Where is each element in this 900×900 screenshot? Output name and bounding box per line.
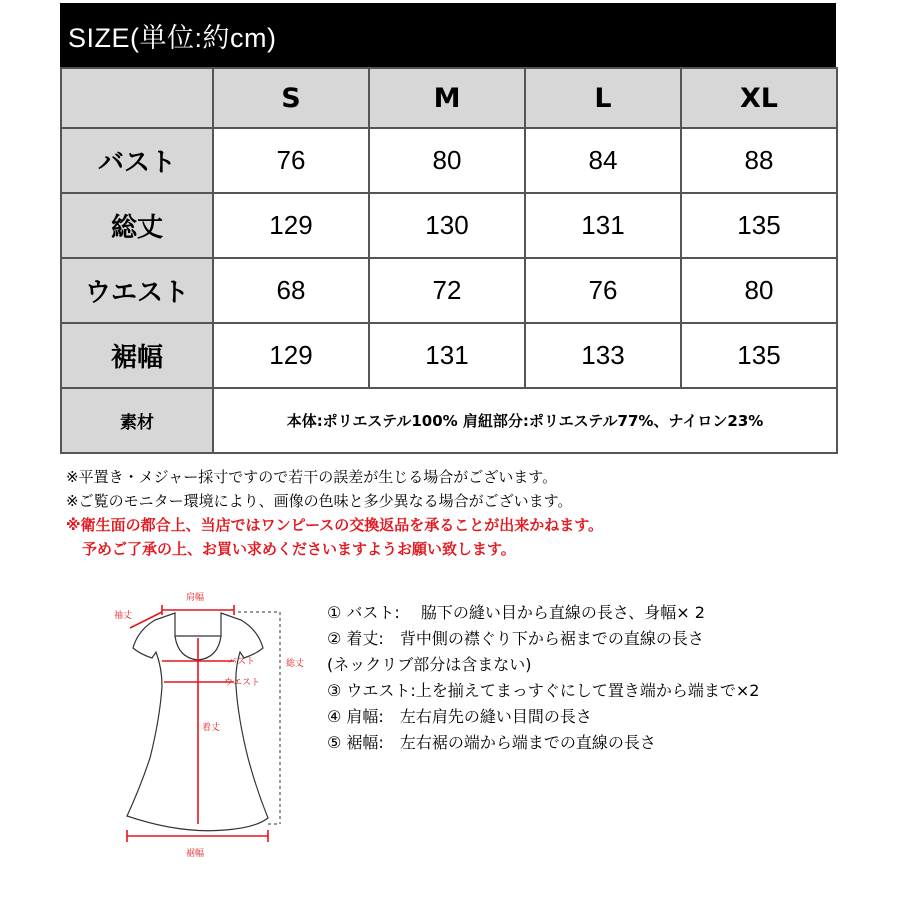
definition-length: ② 着丈: 背中側の襟ぐり下から裾までの直線の長さ xyxy=(327,629,704,648)
note-monitor: ※ご覧のモニター環境により、画像の色味と多少異なる場合がございます。 xyxy=(66,492,573,510)
note-measurement: ※平置き・メジャー採寸ですので若干の誤差が生じる場合がございます。 xyxy=(66,468,558,486)
definition-shoulder: ④ 肩幅: 左右肩先の縫い目間の長さ xyxy=(327,707,592,726)
definition-length-note: (ネックリブ部分は含まない) xyxy=(327,655,532,674)
note-acknowledge: 予めご了承の上、お買い求めくださいますようお願い致します。 xyxy=(82,540,516,558)
row-label-waist: ウエスト xyxy=(61,258,213,323)
measure-lines xyxy=(127,605,268,842)
table-cell: 76 xyxy=(525,258,681,323)
size-title: SIZE(単位:約cm) xyxy=(68,22,277,53)
table-cell: 130 xyxy=(369,193,525,258)
table-cell: 133 xyxy=(525,323,681,388)
table-cell: 135 xyxy=(681,323,837,388)
table-cell: 80 xyxy=(681,258,837,323)
diagram-label-shoulder: 肩幅 xyxy=(186,593,205,603)
table-cell: 129 xyxy=(213,193,369,258)
measurement-definitions xyxy=(327,600,887,756)
table-cell: 88 xyxy=(681,128,837,193)
table-cell: 131 xyxy=(525,193,681,258)
table-cell: 72 xyxy=(369,258,525,323)
table-row-material xyxy=(61,388,837,453)
table-row-waist xyxy=(61,258,837,323)
size-header xyxy=(60,3,836,67)
table-cell: 131 xyxy=(369,323,525,388)
table-cell: 80 xyxy=(369,128,525,193)
table-cell: 129 xyxy=(213,323,369,388)
size-header-s: S xyxy=(213,68,369,128)
table-header-row xyxy=(61,68,837,128)
table-row-bust xyxy=(61,128,837,193)
table-row-total-length xyxy=(61,193,837,258)
table-cell: 84 xyxy=(525,128,681,193)
material-value: 本体:ポリエステル100% 肩紐部分:ポリエステル77%、ナイロン23% xyxy=(213,388,837,453)
notes xyxy=(66,465,866,561)
diagram-label-waist: ウエスト xyxy=(224,678,261,688)
note-no-returns: ※衛生面の都合上、当店ではワンピースの交換返品を承ることが出来かねます。 xyxy=(66,516,604,534)
definition-bust: ① バスト: 脇下の縫い目から直線の長さ、身幅× 2 xyxy=(327,603,705,622)
definition-hem: ⑤ 裾幅: 左右裾の端から端までの直線の長さ xyxy=(327,733,656,752)
size-header-m: M xyxy=(369,68,525,128)
diagram-label-bust: バスト xyxy=(228,657,256,667)
diagram-label-hem: 裾幅 xyxy=(186,849,205,859)
size-table xyxy=(60,67,838,454)
row-label-total-length: 総丈 xyxy=(61,193,213,258)
row-label-material: 素材 xyxy=(61,388,213,453)
table-corner-cell xyxy=(61,68,213,128)
diagram-label-length: 着丈 xyxy=(202,723,221,733)
table-row-hem xyxy=(61,323,837,388)
table-cell: 135 xyxy=(681,193,837,258)
table-cell: 76 xyxy=(213,128,369,193)
row-label-hem: 裾幅 xyxy=(61,323,213,388)
diagram-label-sleeve: 袖丈 xyxy=(114,611,133,621)
dress-diagram xyxy=(100,588,320,863)
size-header-xl: XL xyxy=(681,68,837,128)
row-label-bust: バスト xyxy=(61,128,213,193)
diagram-label-total-length: 総丈 xyxy=(286,659,305,669)
definition-waist: ③ ウエスト:上を揃えてまっすぐにして置き端から端まで×2 xyxy=(327,681,760,700)
size-header-l: L xyxy=(525,68,681,128)
table-cell: 68 xyxy=(213,258,369,323)
